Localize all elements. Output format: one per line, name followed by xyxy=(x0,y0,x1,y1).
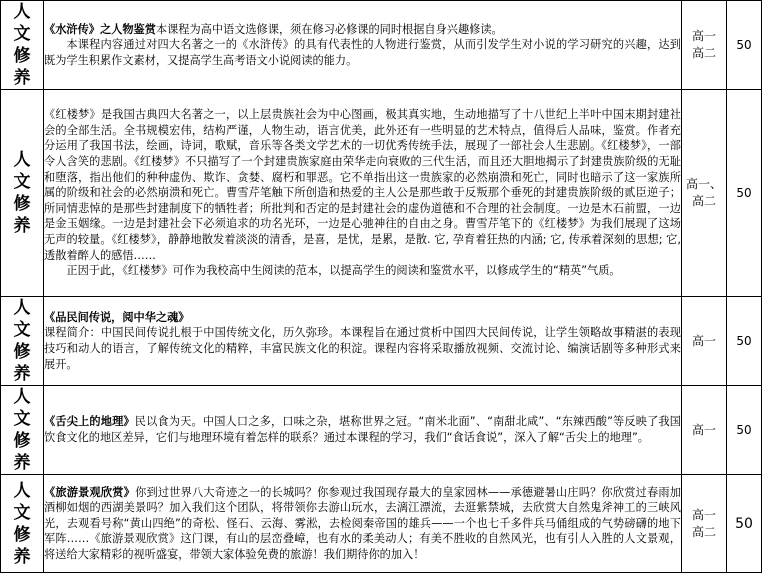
credit-cell: 50 xyxy=(727,1,762,90)
grade-cell xyxy=(682,475,727,573)
course-title: 《舌尖上的地理》 xyxy=(44,415,135,429)
course-description xyxy=(44,90,682,297)
credit-cell: 50 xyxy=(727,297,762,386)
course-description xyxy=(44,475,682,573)
course-description xyxy=(44,386,682,475)
course-lead: 本课程为高中语文选修课，须在修习必修课的同时根据自身兴趣修读。 xyxy=(155,22,503,36)
table-row xyxy=(1,90,762,297)
course-title: 《旅游景观欣赏》 xyxy=(44,485,136,499)
category-label: 人文修养 xyxy=(13,150,31,236)
category-label: 人文修养 xyxy=(13,480,31,567)
grade-line: 高二 xyxy=(691,46,716,60)
category-label: 人文修养 xyxy=(13,387,31,473)
grade-cell xyxy=(682,90,727,297)
credit-cell: 50 xyxy=(727,475,762,573)
grade-line: 高一 xyxy=(691,422,716,437)
table-row xyxy=(1,475,762,573)
grade-line: 高一、 xyxy=(685,177,722,191)
course-body-conclusion: 正因于此，《红楼梦》可作为我校高中生阅读的范本，以提高学生的阅读和鉴赏水平，以修成学生的“精英”气质。 xyxy=(66,264,621,278)
category-cell xyxy=(1,297,44,386)
course-body: 课程简介：中国民间传说扎根于中国传统文化，历久弥珍。本课程旨在通过赏析中国四大民间传说，让学生领略故事精湛的表现技巧和动人的语言，了解传统文化的精粹，丰富民族文化的积淀。课程内容将采取播放视频、交流讨论、编演话剧等多种形式来展开。 xyxy=(44,326,681,371)
grade-cell xyxy=(682,1,727,90)
category-cell xyxy=(1,1,44,90)
course-description xyxy=(44,1,682,90)
grade-cell xyxy=(682,297,727,386)
course-body: 《红楼梦》是我国古典四大名著之一，以上层贵族社会为中心图画，极其真实地，生动地描写了十八世纪上半叶中国末期封建社会的全部生活。全书规模宏伟，结构严谨，人物生动，语言优美，此外还有一些明显的艺术特点，值得后人品味，鉴赏。作者充分运用了我国书法，绘画，诗词，歌赋，音乐等各类文学艺术的一切优秀传统手法，展现了一部社会人生悲剧。《红楼梦》，一部令人含笑的悲剧。《红楼梦》不只描写了一个封建贵族家庭由荣华走向衰败的三代生活，而且还大胆地揭示了封建贵族阶级的无耻和堕落，指出他们的种种虚伪、欺诈、贪婪、腐朽和罪恶。它不单指出这一贵族家的必然崩溃和死亡，同时也暗示了这一家族所属的阶级和社会的必然崩溃和死亡。曹雪芹笔触下所创造和热爱的主人公是那些敢于反叛那个垂死的封建贵族阶级的贰臣逆子；所同情悲悼的是那些封建制度下的牺牲者；所批判和否定的是封建社会的虚伪道德和不合理的社会制度。一边是木石前盟，一边是金玉姻缘。一边是封建社会下必须追求的功名光环，一边是心驰神往的自由之身。曹雪芹笔下的《红楼梦》为我们展现了这场无声的较量。《红楼梦》，静静地散发着淡淡的清香，是喜，是忧，是累，是散. 它, 孕育着狂热的内涵; 它, 传承着深刻的思想; 它, 透散着醉人的感悟…… xyxy=(44,108,681,262)
category-cell xyxy=(1,90,44,297)
course-body: 本课程内容通过对四大名著之一的《水浒传》的具有代表性的人物进行鉴赏，从而引发学生对小说的学习研究的兴趣，达到既为学生积累作文素材，又提高学生高考语文小说阅读的能力。 xyxy=(44,38,681,67)
course-body: 你到过世界八大奇迹之一的长城吗？你参观过我国现存最大的皇家园林——承德避暑山庄吗？你欣赏过春雨加酒柳如烟的西湖美景吗？加入我们这个团队，将带领你去游山玩水，去漓江漂流，去逛紫禁城，去欣赏大自然鬼斧神工的三峡风光，去观看号称“黄山四绝”的奇松、怪石、云海、雾淞，去检阅秦帝国的雄兵——一个也七千多件兵马俑组成的气势磅礴的地下军阵……《旅游景观欣赏》这门课，有山的层峦叠嶂，也有水的柔美动人；有美不胜收的自然风光，也有引人入胜的人文景观，将送给大家精彩的视听盛宴，带领大家体验免费的旅游！我们期待你的加入！ xyxy=(44,485,681,561)
course-description xyxy=(44,297,682,386)
grade-cell xyxy=(682,386,727,475)
grade-line: 高一 xyxy=(691,507,716,522)
course-title: 《水浒传》之人物鉴赏 xyxy=(44,22,156,36)
credit-cell: 50 xyxy=(727,90,762,297)
category-cell xyxy=(1,475,44,573)
credit-cell: 50 xyxy=(727,386,762,475)
table-row xyxy=(1,386,762,475)
course-title: 《品民间传说，阅中华之魂》 xyxy=(44,310,190,324)
category-label: 人文修养 xyxy=(13,298,31,384)
category-cell xyxy=(1,386,44,475)
course-body: 民以食为天。中国人口之多，口味之杂，堪称世界之冠。“南米北面”、“南甜北咸”、“东辣西酸”等反映了我国饮食文化的地区差异，它们与地理环境有着怎样的联系？通过本课程的学习，我们“食话食说”，深入了解“舌尖上的地理”。 xyxy=(44,415,681,444)
grade-line: 高二 xyxy=(691,194,716,208)
table-row xyxy=(1,297,762,386)
grade-line: 高一 xyxy=(691,29,716,43)
grade-line: 高一 xyxy=(691,333,716,348)
table-row xyxy=(1,1,762,90)
category-label: 人文修养 xyxy=(13,2,31,88)
grade-line: 高二 xyxy=(691,524,716,539)
